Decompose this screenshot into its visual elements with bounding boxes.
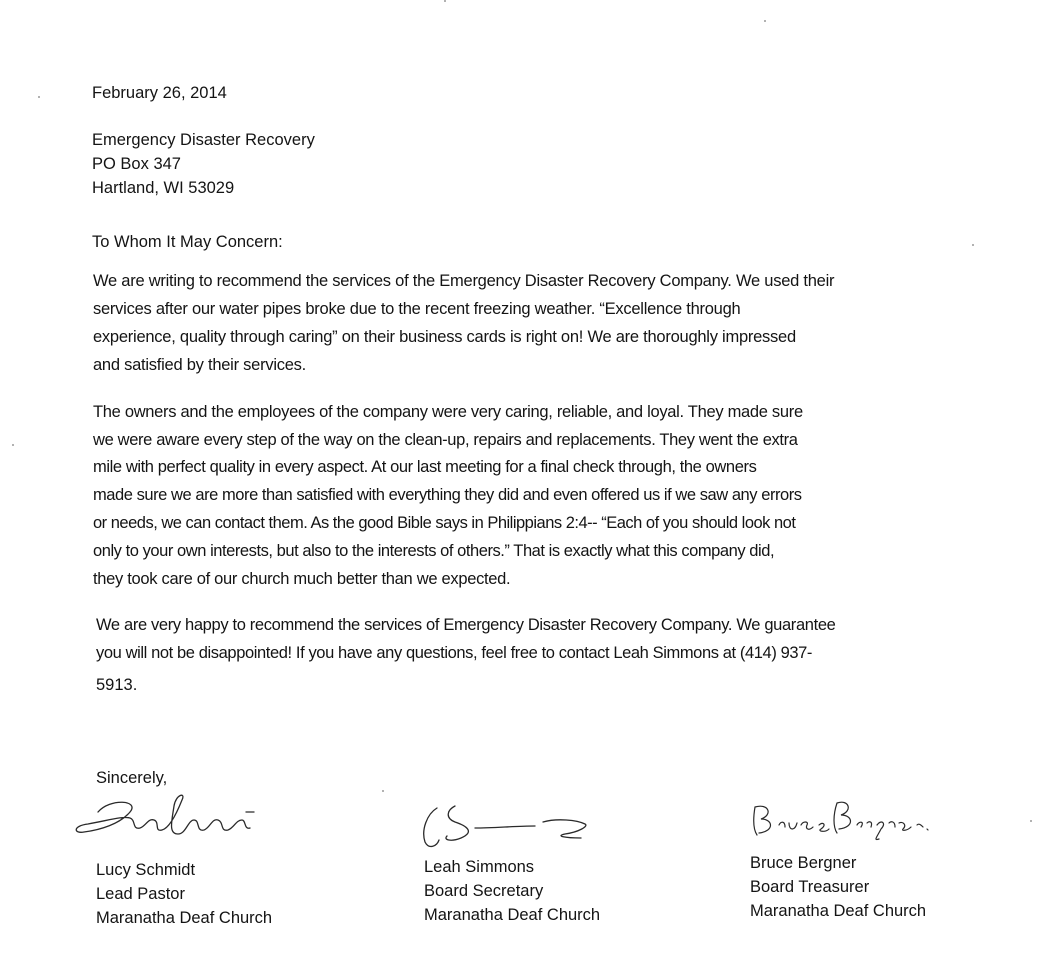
- paragraph-line: you will not be disappointed! If you have any questions, feel free to contact Leah Simmons at (414) 937-: [96, 644, 813, 662]
- scan-speck: [382, 790, 384, 792]
- scan-speck: [972, 244, 974, 246]
- signatory-title: Board Secretary: [424, 882, 544, 900]
- signatory-2: [424, 855, 600, 927]
- letter-date: February 26, 2014: [92, 84, 227, 102]
- signatory-name: Bruce Bergner: [750, 854, 857, 872]
- closing: Sincerely,: [96, 769, 168, 787]
- paragraph-line: only to your own interests, but also to the interests of others.” That is exactly what this company did,: [93, 542, 775, 560]
- signatory-name: Leah Simmons: [424, 858, 535, 876]
- signatory-name: Lucy Schmidt: [96, 861, 196, 879]
- signature-lucy-schmidt: [70, 790, 270, 850]
- paragraph-line: made sure we are more than satisfied with everything they did and even offered us if we saw any errors: [93, 486, 802, 504]
- paragraph-line: We are writing to recommend the services of the Emergency Disaster Recovery Company. We used their: [93, 272, 835, 290]
- paragraph-line: mile with perfect quality in every aspect. At our last meeting for a final check through, the owners: [93, 458, 757, 476]
- signatory-1: [96, 858, 272, 930]
- paragraph-line: The owners and the employees of the company were very caring, reliable, and loyal. They made sure: [93, 403, 803, 421]
- paragraph-line: 5913.: [96, 676, 138, 694]
- signature-bruce-bergner: [745, 795, 935, 845]
- paragraph-line: We are very happy to recommend the services of Emergency Disaster Recovery Company. We guarantee: [96, 616, 836, 634]
- paragraph-line: services after our water pipes broke due to the recent freezing weather. “Excellence through: [93, 300, 741, 318]
- paragraph-line: or needs, we can contact them. As the good Bible says in Philippians 2:4-- “Each of you should look not: [93, 514, 796, 532]
- scan-speck: [38, 96, 40, 98]
- signatory-organization: Maranatha Deaf Church: [750, 902, 927, 920]
- recipient-city: Hartland, WI 53029: [92, 179, 235, 197]
- paragraph-line: and satisfied by their services.: [93, 356, 307, 374]
- recipient-po-box: PO Box 347: [92, 155, 181, 173]
- scan-speck: [12, 444, 14, 446]
- signature-leah-simmons: [415, 800, 595, 860]
- scan-speck: [764, 20, 766, 22]
- signatory-organization: Maranatha Deaf Church: [96, 909, 273, 927]
- signatory-3: [750, 851, 926, 923]
- signatory-title: Lead Pastor: [96, 885, 185, 903]
- paragraph-line: they took care of our church much better than we expected.: [93, 570, 511, 588]
- signatory-title: Board Treasurer: [750, 878, 870, 896]
- paragraph-line: we were aware every step of the way on the clean-up, repairs and replacements. They went the extra: [93, 431, 798, 449]
- salutation: To Whom It May Concern:: [92, 233, 283, 251]
- recipient-name: Emergency Disaster Recovery: [92, 131, 315, 149]
- paragraph-line: experience, quality through caring” on their business cards is right on! We are thoroughly impressed: [93, 328, 796, 346]
- signatory-organization: Maranatha Deaf Church: [424, 906, 601, 924]
- scan-speck: [444, 0, 446, 2]
- scan-speck: [1030, 820, 1032, 822]
